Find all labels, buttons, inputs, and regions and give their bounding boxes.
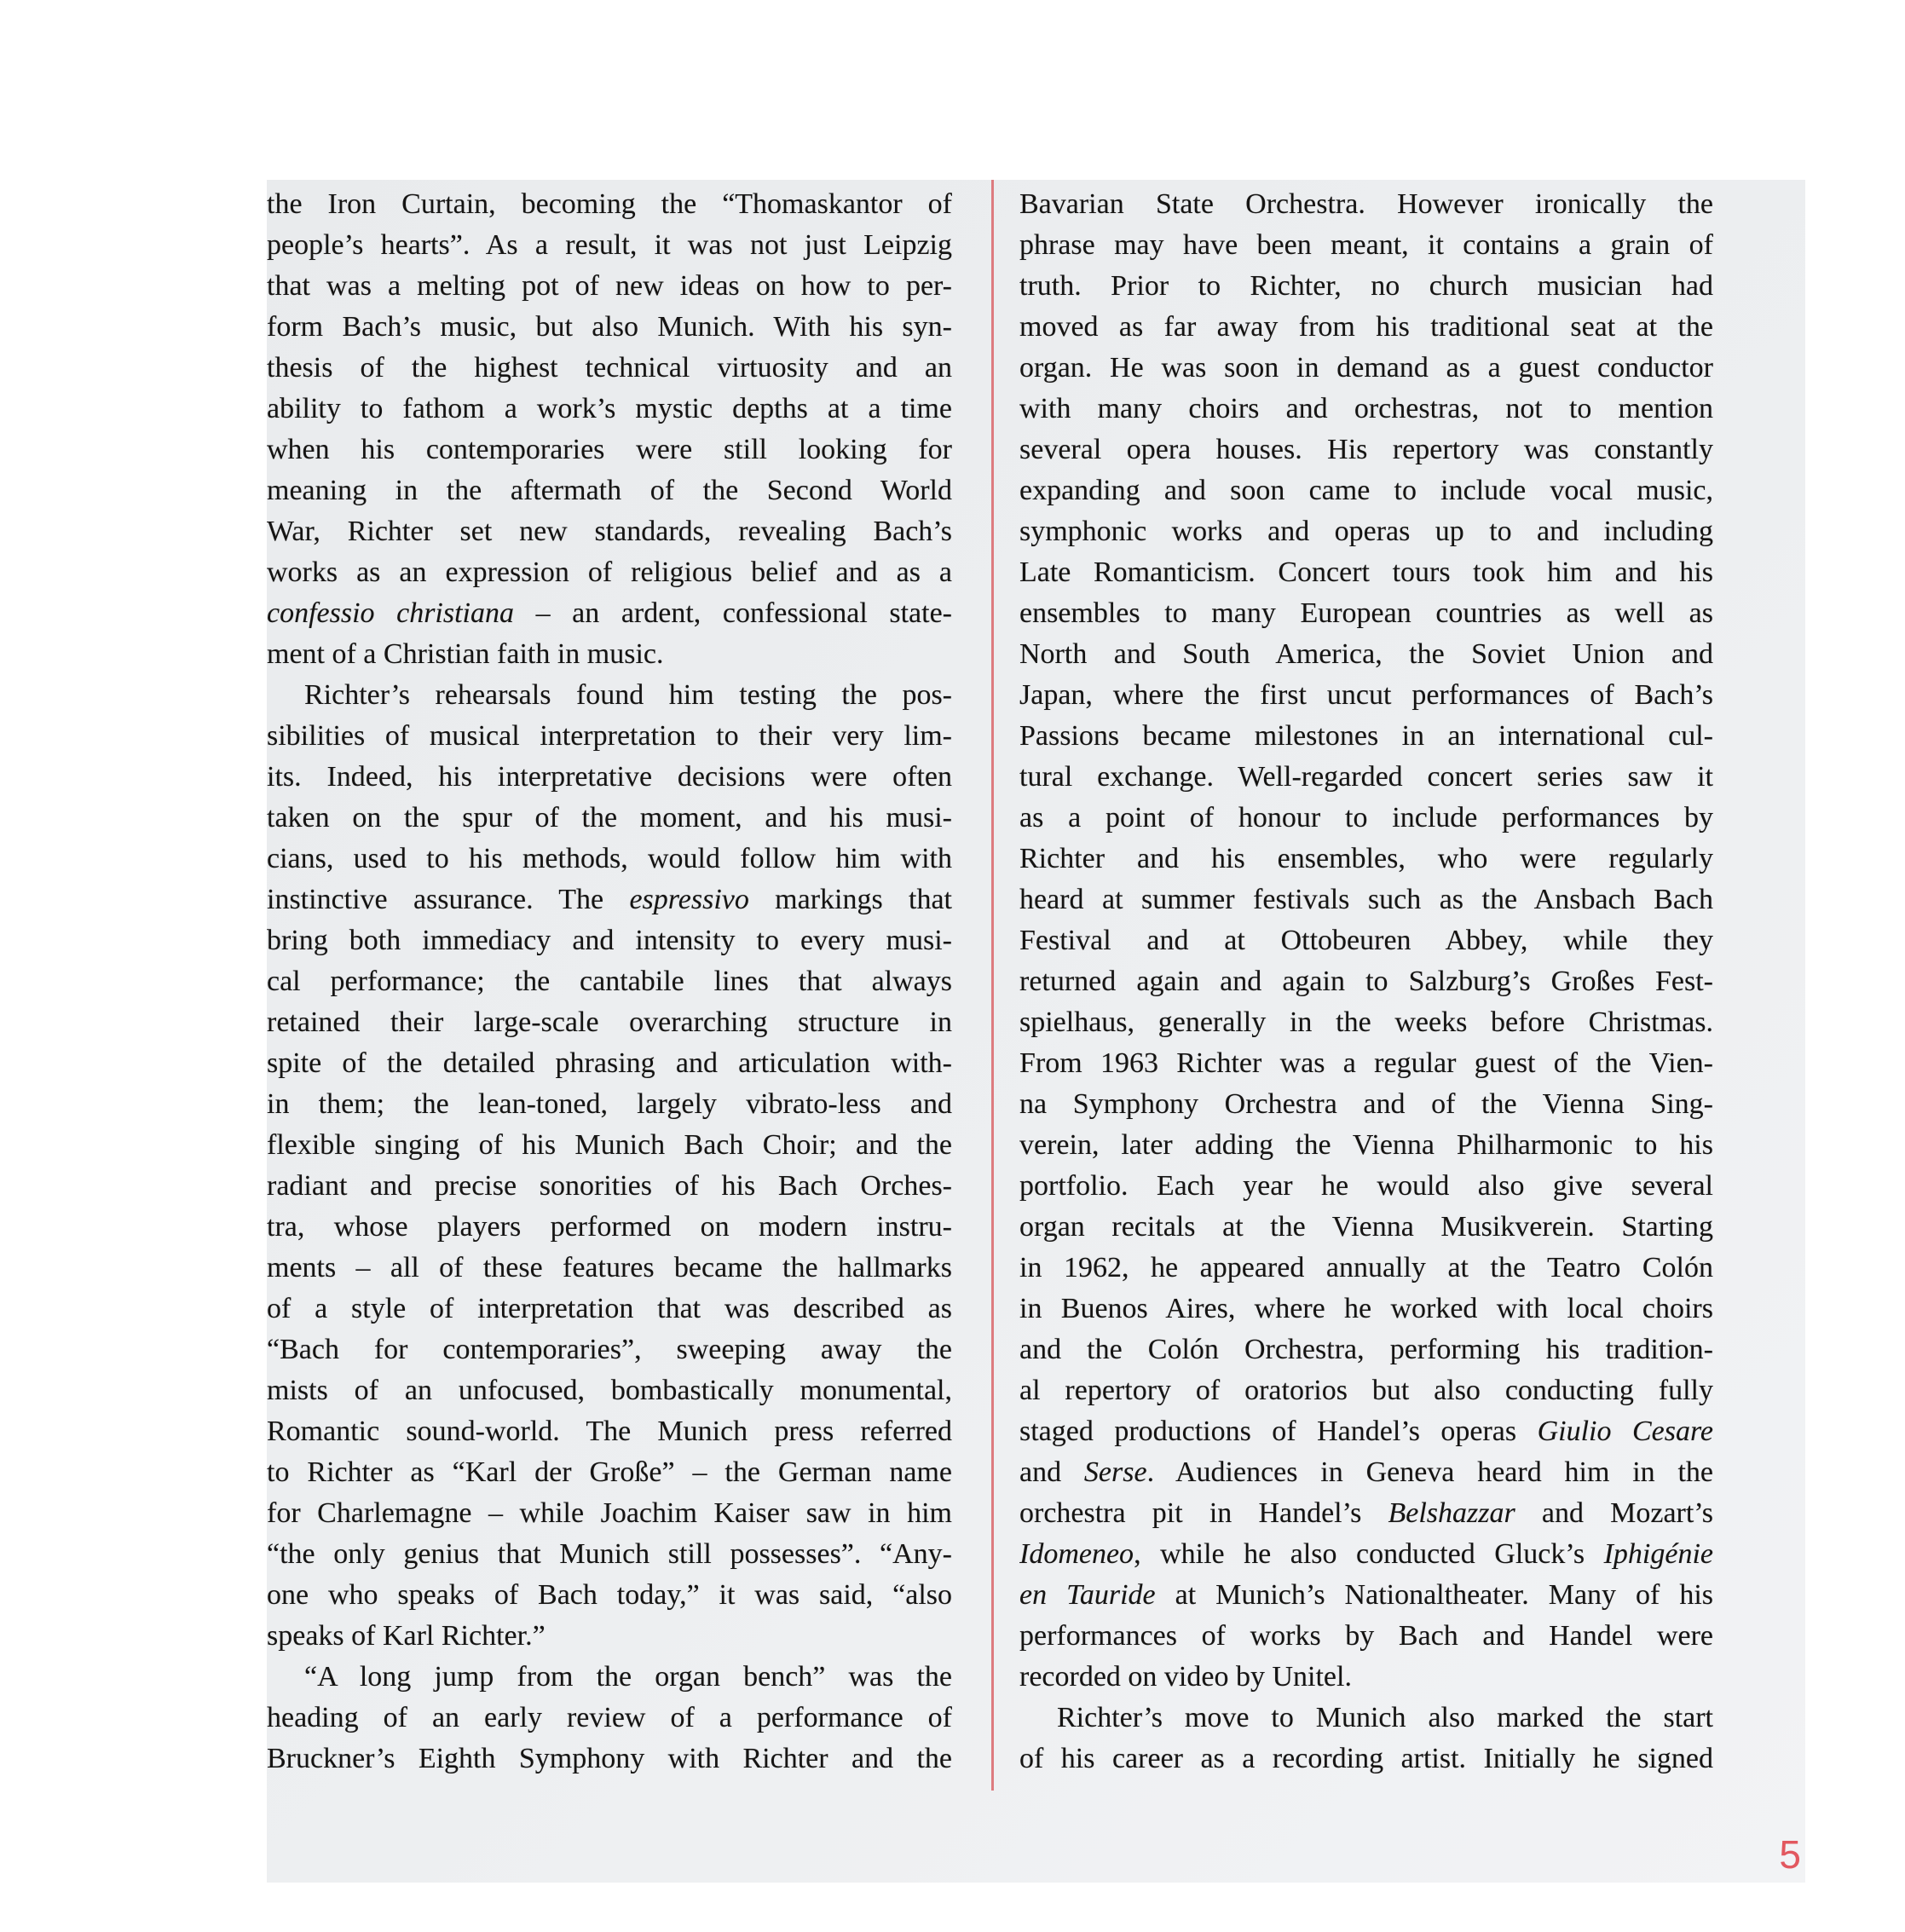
text-line: truth. Prior to Richter, no church musician had: [1019, 270, 1713, 302]
text-line: spielhaus, generally in the weeks before Christmas.: [1019, 1006, 1713, 1038]
text-line: War, Richter set new standards, revealing Bach’s: [267, 516, 952, 547]
text-line: in 1962, he appeared annually at the Teatro Colón: [1019, 1252, 1713, 1283]
text-line: heading of an early review of a performance of: [267, 1702, 952, 1733]
text-line: tra, whose players performed on modern instru-: [267, 1211, 952, 1243]
text-line: na Symphony Orchestra and of the Vienna Sing-: [1019, 1088, 1713, 1120]
text-line: its. Indeed, his interpretative decisions were often: [267, 761, 952, 793]
text-line: cal performance; the cantabile lines that always: [267, 966, 952, 997]
text-line: moved as far away from his traditional seat at the: [1019, 311, 1713, 343]
text-line: Late Romanticism. Concert tours took him and his: [1019, 557, 1713, 588]
text-line: confessio christiana – an ardent, confessional state-: [267, 597, 952, 629]
text-line: works as an expression of religious belief and as a: [267, 557, 952, 588]
text-line: spite of the detailed phrasing and articulation with-: [267, 1047, 952, 1079]
text-line: taken on the spur of the moment, and his musi-: [267, 802, 952, 833]
text-line: people’s hearts”. As a result, it was not just Leipzig: [267, 229, 952, 261]
text-line: Bavarian State Orchestra. However ironically the: [1019, 188, 1713, 220]
text-line: several opera houses. His repertory was constantly: [1019, 434, 1713, 465]
booklet-page: [267, 180, 1805, 1883]
text-line: Richter’s move to Munich also marked the start: [1057, 1702, 1713, 1733]
text-line: mists of an unfocused, bombastically monumental,: [267, 1375, 952, 1406]
text-line: expanding and soon came to include vocal music,: [1019, 475, 1713, 506]
text-line: to Richter as “Karl der Große” – the German name: [267, 1456, 952, 1488]
text-line: Passions became milestones in an international cul-: [1019, 720, 1713, 752]
text-line: “the only genius that Munich still possesses”. “Any-: [267, 1538, 952, 1570]
text-line: symphonic works and operas up to and including: [1019, 516, 1713, 547]
text-line: heard at summer festivals such as the Ansbach Bach: [1019, 884, 1713, 915]
text-line: and Serse. Audiences in Geneva heard him in the: [1019, 1456, 1713, 1488]
text-line: returned again and again to Salzburg’s Großes Fest-: [1019, 966, 1713, 997]
text-line: Idomeneo, while he also conducted Gluck’s Iphigénie: [1019, 1538, 1713, 1570]
text-line: Richter and his ensembles, who were regularly: [1019, 843, 1713, 874]
text-line: Richter’s rehearsals found him testing the pos-: [304, 679, 952, 711]
text-line: en Tauride at Munich’s Nationaltheater. Many of his: [1019, 1579, 1713, 1611]
text-line: Romantic sound-world. The Munich press referred: [267, 1416, 952, 1447]
text-line: organ. He was soon in demand as a guest conductor: [1019, 352, 1713, 384]
text-line: performances of works by Bach and Handel were: [1019, 1620, 1713, 1652]
text-line: instinctive assurance. The espressivo markings that: [267, 884, 952, 915]
text-line: organ recitals at the Vienna Musikverein. Starting: [1019, 1211, 1713, 1243]
text-line: al repertory of oratorios but also conducting fully: [1019, 1375, 1713, 1406]
page-number: 5: [1779, 1832, 1801, 1877]
text-line: as a point of honour to include performances by: [1019, 802, 1713, 833]
text-line: sibilities of musical interpretation to their very lim-: [267, 720, 952, 752]
text-line: form Bach’s music, but also Munich. With his syn-: [267, 311, 952, 343]
text-line: From 1963 Richter was a regular guest of the Vien-: [1019, 1047, 1713, 1079]
text-line: staged productions of Handel’s operas Giulio Cesare: [1019, 1416, 1713, 1447]
text-line: recorded on video by Unitel.: [1019, 1661, 1352, 1693]
column-divider-rule: [991, 180, 994, 1791]
text-line: and the Colón Orchestra, performing his tradition-: [1019, 1334, 1713, 1365]
text-line: meaning in the aftermath of the Second World: [267, 475, 952, 506]
text-line: of his career as a recording artist. Initially he signed: [1019, 1743, 1713, 1774]
text-line: retained their large-scale overarching structure in: [267, 1006, 952, 1038]
text-line: Japan, where the first uncut performances of Bach’s: [1019, 679, 1713, 711]
text-line: of a style of interpretation that was described as: [267, 1293, 952, 1324]
text-line: “A long jump from the organ bench” was the: [304, 1661, 952, 1693]
text-line: in Buenos Aires, where he worked with local choirs: [1019, 1293, 1713, 1324]
text-line: cians, used to his methods, would follow him with: [267, 843, 952, 874]
text-line: Bruckner’s Eighth Symphony with Richter and the: [267, 1743, 952, 1774]
text-line: the Iron Curtain, becoming the “Thomaskantor of: [267, 188, 952, 220]
text-line: “Bach for contemporaries”, sweeping away the: [267, 1334, 952, 1365]
text-line: one who speaks of Bach today,” it was said, “also: [267, 1579, 952, 1611]
text-line: orchestra pit in Handel’s Belshazzar and Mozart’s: [1019, 1497, 1713, 1529]
text-line: portfolio. Each year he would also give several: [1019, 1170, 1713, 1202]
text-line: Festival and at Ottobeuren Abbey, while they: [1019, 925, 1713, 956]
text-line: ment of a Christian faith in music.: [267, 638, 664, 670]
text-column-left: [267, 184, 952, 1779]
text-column-right: [1019, 184, 1713, 1779]
text-line: bring both immediacy and intensity to every musi-: [267, 925, 952, 956]
text-line: ability to fathom a work’s mystic depths at a time: [267, 393, 952, 424]
text-line: thesis of the highest technical virtuosity and an: [267, 352, 952, 384]
text-line: ensembles to many European countries as well as: [1019, 597, 1713, 629]
text-line: speaks of Karl Richter.”: [267, 1620, 546, 1652]
text-line: North and South America, the Soviet Union and: [1019, 638, 1713, 670]
text-line: in them; the lean-toned, largely vibrato-less and: [267, 1088, 952, 1120]
text-line: flexible singing of his Munich Bach Choir; and the: [267, 1129, 952, 1161]
text-line: verein, later adding the Vienna Philharmonic to his: [1019, 1129, 1713, 1161]
text-line: tural exchange. Well-regarded concert series saw it: [1019, 761, 1713, 793]
text-line: with many choirs and orchestras, not to mention: [1019, 393, 1713, 424]
text-line: for Charlemagne – while Joachim Kaiser saw in him: [267, 1497, 952, 1529]
text-line: that was a melting pot of new ideas on how to per-: [267, 270, 952, 302]
text-line: radiant and precise sonorities of his Bach Orches-: [267, 1170, 952, 1202]
text-line: phrase may have been meant, it contains a grain of: [1019, 229, 1713, 261]
text-line: when his contemporaries were still looking for: [267, 434, 952, 465]
text-line: ments – all of these features became the hallmarks: [267, 1252, 952, 1283]
